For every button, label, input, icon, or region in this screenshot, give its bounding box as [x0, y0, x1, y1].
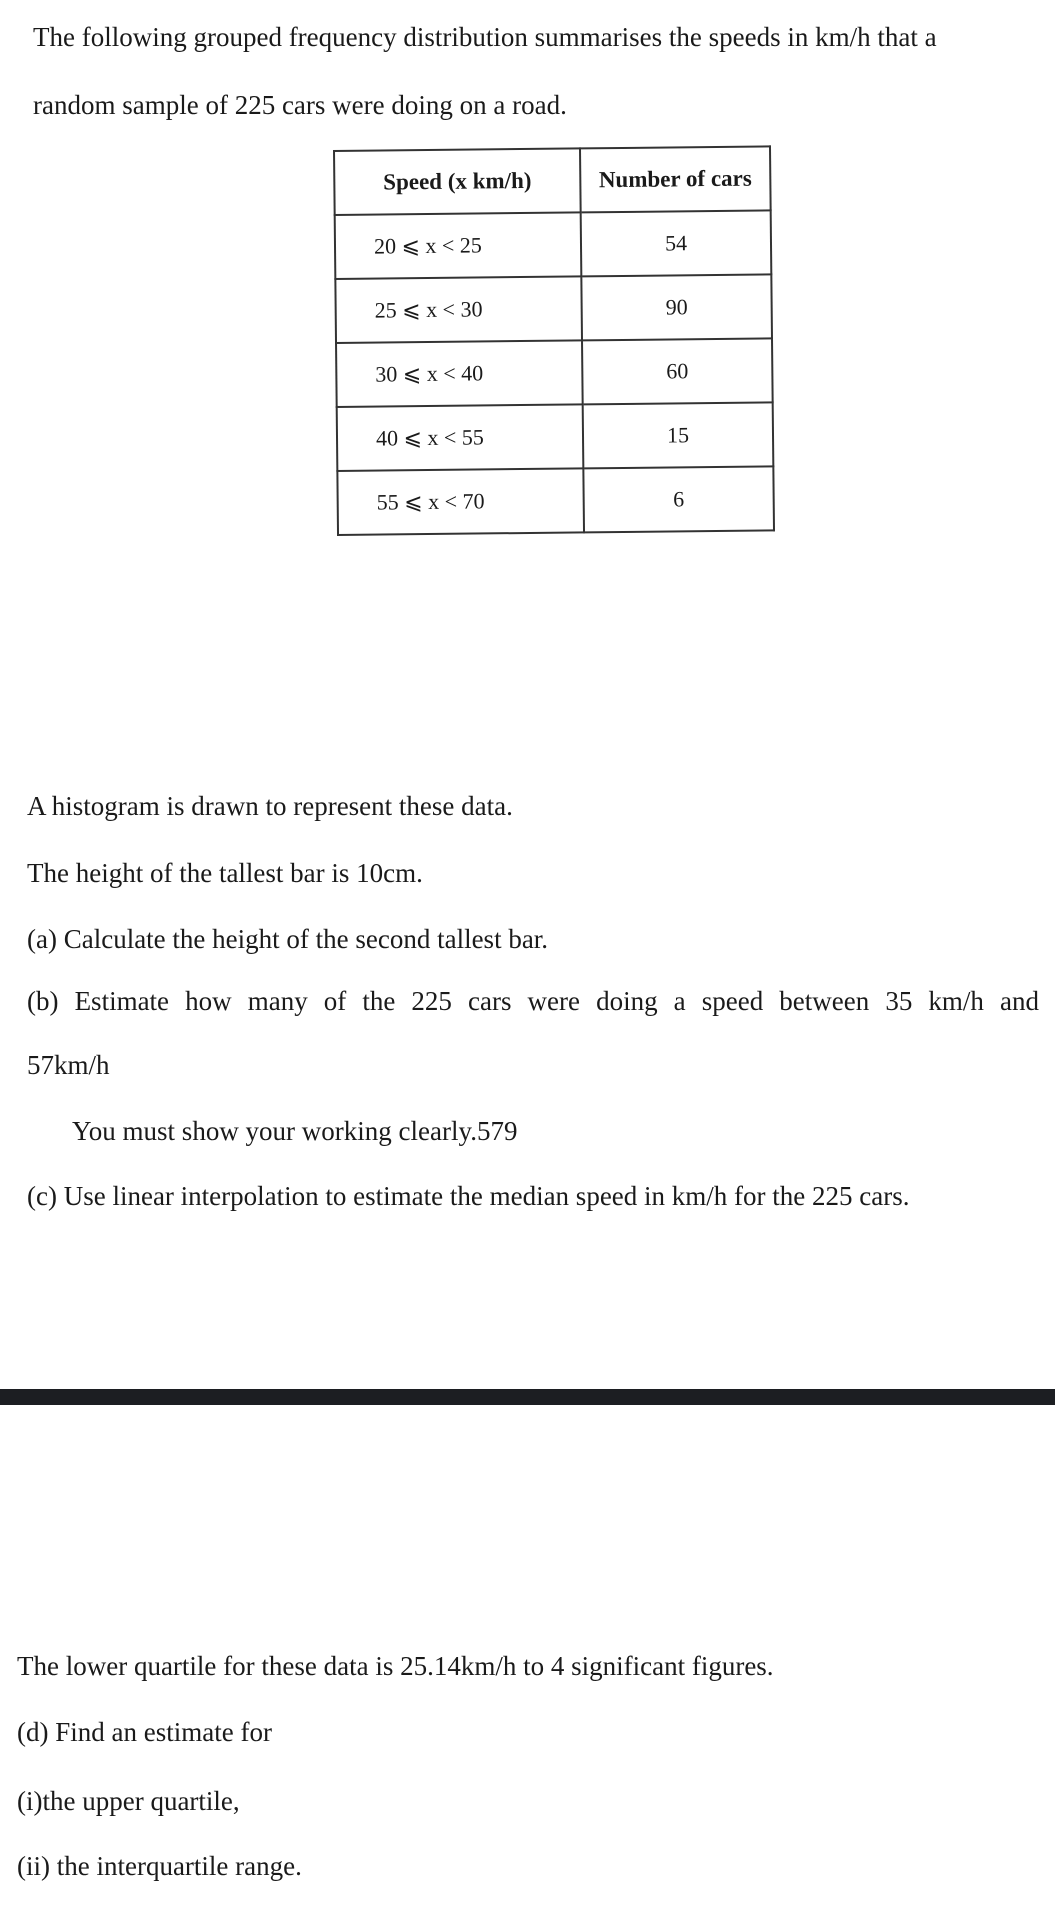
question-d-ii: (ii) the interquartile range.: [17, 1851, 302, 1881]
question-d: (d) Find an estimate for: [17, 1717, 272, 1747]
question-a: (a) Calculate the height of the second tallest bar.: [27, 924, 549, 954]
frequency-table: [333, 145, 775, 536]
lower-quartile-statement: The lower quartile for these data is 25.14km/h to 4 significant figures.: [17, 1651, 774, 1681]
count-cell: 60: [582, 338, 773, 404]
speed-cell: 55 ⩽ x < 70: [337, 468, 584, 535]
tallest-bar-statement: The height of the tallest bar is 10cm.: [27, 858, 423, 888]
table-row: [336, 338, 773, 407]
speed-column-header: Speed (x km/h): [334, 148, 581, 215]
speed-cell: 20 ⩽ x < 25: [335, 212, 582, 279]
count-cell: 6: [583, 466, 774, 532]
speed-cell: 40 ⩽ x < 55: [337, 404, 584, 471]
question-d-i: (i)the upper quartile,: [17, 1786, 240, 1816]
question-c: (c) Use linear interpolation to estimate the median speed in km/h for the 225 cars.: [27, 1181, 910, 1211]
table-row: [335, 274, 772, 343]
section-divider: [0, 1389, 1055, 1405]
working-instruction: You must show your working clearly.579: [72, 1116, 518, 1146]
count-column-header: Number of cars: [580, 146, 771, 212]
table-header-row: [334, 146, 771, 215]
table-row: [337, 466, 774, 535]
histogram-statement: A histogram is drawn to represent these data.: [27, 791, 513, 821]
count-cell: 15: [583, 402, 774, 468]
speed-cell: 25 ⩽ x < 30: [335, 276, 582, 343]
intro-line-1: The following grouped frequency distribution summarises the speeds in km/h that a: [33, 22, 937, 52]
table-row: [337, 402, 774, 471]
speed-cell: 30 ⩽ x < 40: [336, 340, 583, 407]
question-b-line-2: 57km/h: [27, 1050, 110, 1080]
table-row: [335, 210, 772, 279]
count-cell: 54: [581, 210, 772, 276]
count-cell: 90: [581, 274, 772, 340]
question-b-line-1: (b) Estimate how many of the 225 cars were doing a speed between 35 km/h and: [27, 986, 1039, 1016]
intro-line-2: random sample of 225 cars were doing on a road.: [33, 90, 567, 120]
